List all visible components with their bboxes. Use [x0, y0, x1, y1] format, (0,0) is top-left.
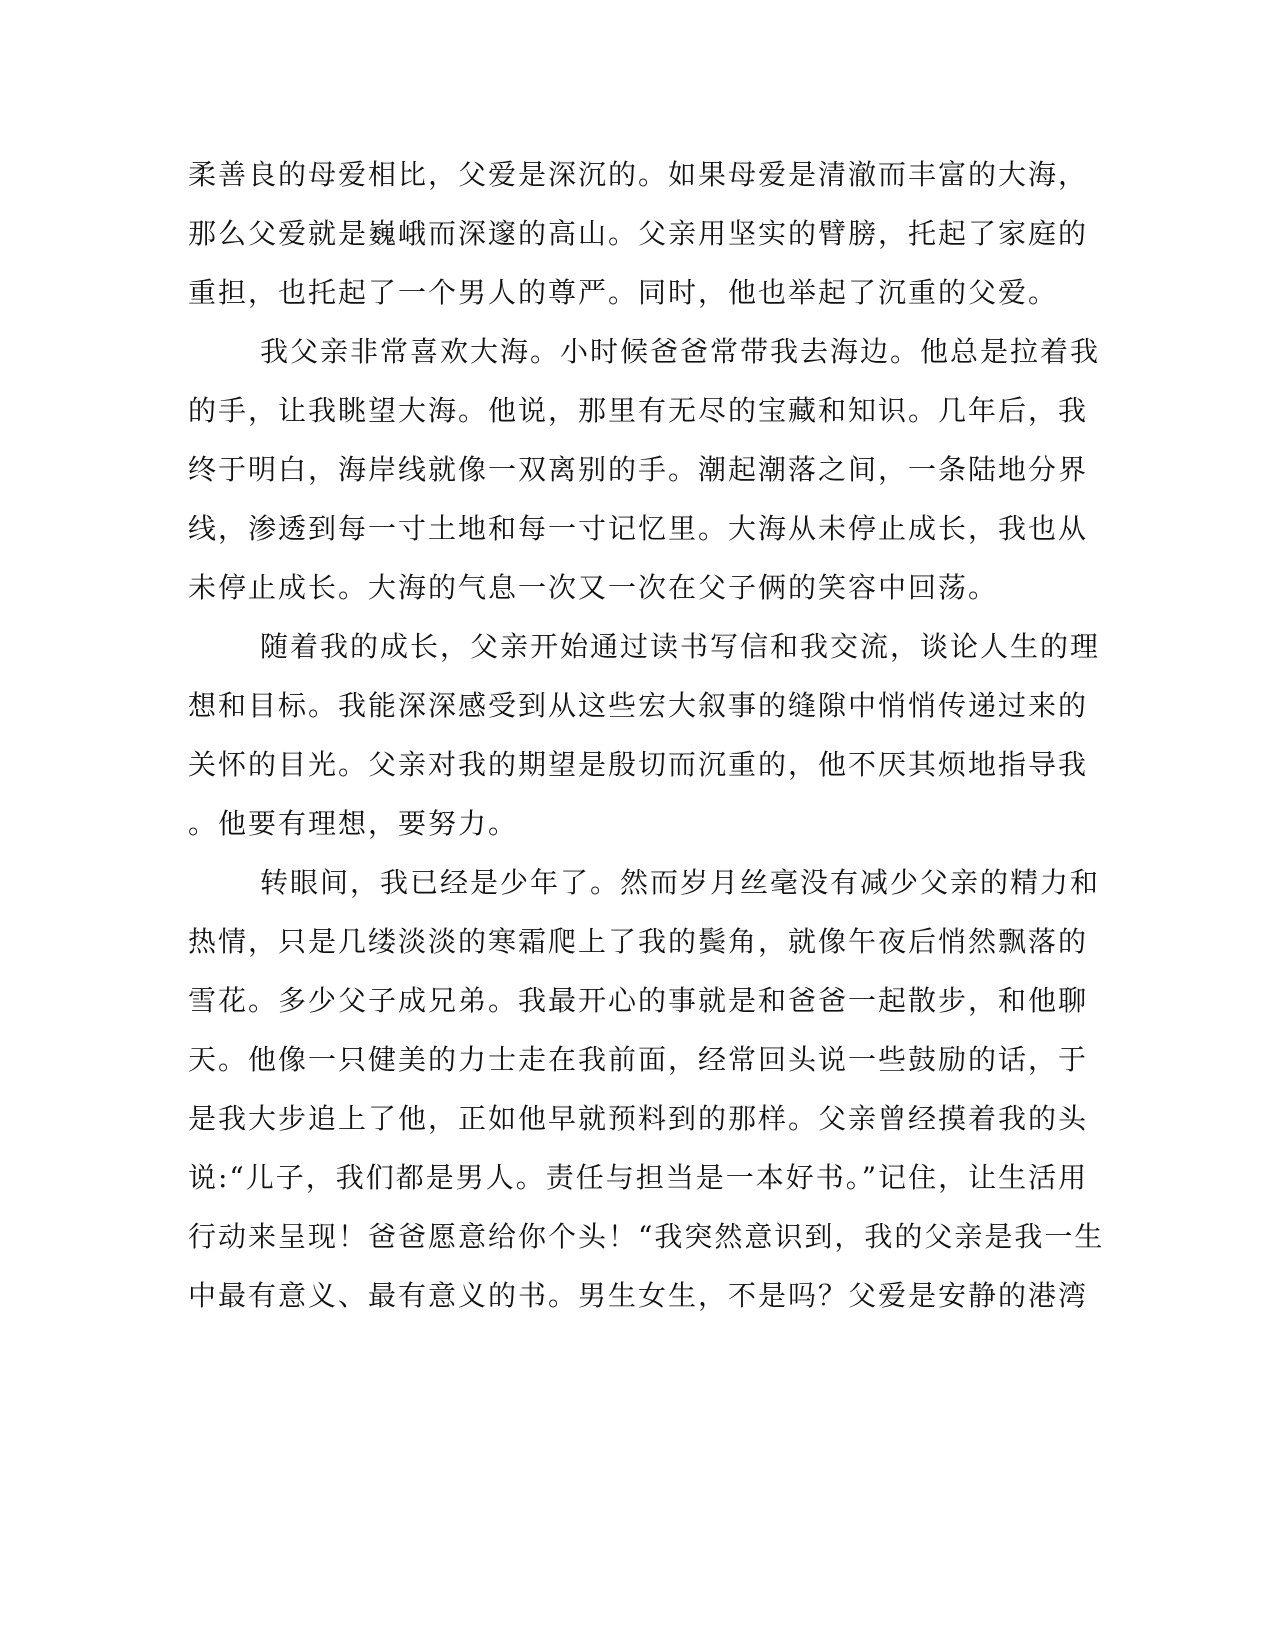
text-line: 热情，只是几缕淡淡的寒霜爬上了我的鬓角，就像午夜后悄然飘落的 [188, 925, 1089, 958]
text-line: 终于明白，海岸线就像一双离别的手。潮起潮落之间，一条陆地分界 [188, 453, 1089, 486]
text-line: 天。他像一只健美的力士走在我前面，经常回头说一些鼓励的话，于 [188, 1043, 1089, 1076]
text-line: 线，渗透到每一寸土地和每一寸记忆里。大海从未停止成长，我也从 [188, 512, 1089, 545]
text-line: 雪花。多少父子成兄弟。我最开心的事就是和爸爸一起散步，和他聊 [188, 984, 1089, 1017]
text-line: 柔善良的母爱相比，父爱是深沉的。如果母爱是清澈而丰富的大海， [188, 158, 1089, 191]
text-line: 行动来呈现！爸爸愿意给你个头！“我突然意识到，我的父亲是我一生 [188, 1220, 1105, 1253]
text-line: 。他要有理想，要努力。 [188, 807, 519, 840]
paragraph-start-line: 随着我的成长，父亲开始通过读书写信和我交流，谈论人生的理 [260, 630, 1101, 663]
paragraph-start-line: 我父亲非常喜欢大海。小时候爸爸常带我去海边。他总是拉着我 [260, 335, 1101, 368]
text-line: 重担，也托起了一个男人的尊严。同时，他也举起了沉重的父爱。 [188, 276, 1059, 309]
text-line: 的手，让我眺望大海。他说，那里有无尽的宝藏和知识。几年后，我 [188, 394, 1089, 427]
paragraph-start-line: 转眼间，我已经是少年了。然而岁月丝毫没有减少父亲的精力和 [260, 866, 1101, 899]
text-line: 未停止成长。大海的气息一次又一次在父子俩的笑容中回荡。 [188, 571, 999, 604]
text-line: 是我大步追上了他，正如他早就预料到的那样。父亲曾经摸着我的头 [188, 1102, 1089, 1135]
text-line: 中最有意义、最有意义的书。男生女生，不是吗？父爱是安静的港湾 [188, 1279, 1089, 1312]
text-line: 说:“儿子，我们都是男人。责任与担当是一本好书。”记住，让生活用 [188, 1161, 1089, 1194]
text-line: 想和目标。我能深深感受到从这些宏大叙事的缝隙中悄悄传递过来的 [188, 689, 1089, 722]
text-line: 关怀的目光。父亲对我的期望是殷切而沉重的，他不厌其烦地指导我 [188, 748, 1089, 781]
text-line: 那么父爱就是巍峨而深邃的高山。父亲用坚实的臂膀，托起了家庭的 [188, 217, 1089, 250]
